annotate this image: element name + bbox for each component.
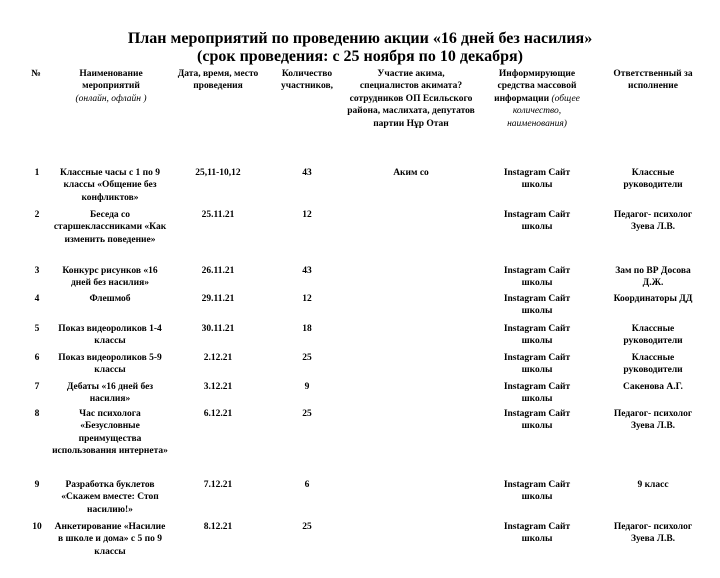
row-date: 26.11.21 [201,266,235,276]
row-num: 7 [34,382,40,392]
row-name: Конкурс рисунков «16 дней без насилия» [62,266,158,289]
row-responsible: Координаторы ДД [613,294,693,304]
row-media: Instagram Сайт школы [503,480,571,503]
row-num: 10 [32,522,42,532]
header-date: Дата, время, место проведения [177,69,259,92]
row-count: 9 [304,382,310,392]
header-responsible: Ответственный за исполнение [613,69,693,92]
row-media: Instagram Сайт школы [503,168,571,191]
row-responsible: Классные руководители [623,168,683,191]
row-count: 12 [302,210,312,220]
row-media: Instagram Сайт школы [503,324,571,347]
row-count: 25 [302,522,312,532]
header-participation: Участие акима, специалистов акимата? сотрудников ОП Есильского района, маслихата, депутатов партии Нұр Отан [347,69,475,129]
row-count: 6 [304,480,310,490]
row-name: Анкетирование «Насилие в школе и дома» с 5 по 9 классы [54,522,166,557]
row-date: 3.12.21 [203,382,233,392]
row-num: 9 [34,480,40,490]
document-title: План мероприятий по проведению акции «16 дней без насилия» [127,30,593,47]
row-count: 12 [302,294,312,304]
row-name: Дебаты «16 дней без насилия» [66,382,154,405]
header-media-note: (общее количество, наименования) [507,93,580,129]
row-name: Классные часы с 1 по 9 классы «Общение без конфликтов» [59,168,161,203]
row-num: 5 [34,324,40,334]
row-responsible: 9 класс [637,480,669,490]
row-date: 25,11-10,12 [195,168,241,178]
row-date: 29.11.21 [201,294,235,304]
row-name: Разработка буклетов «Скажем вместе: Стоп насилию!» [61,480,159,515]
row-media: Instagram Сайт школы [503,294,571,317]
header-name [52,68,170,105]
row-name: Час психолога «Безусловные преимущества использования интернета» [52,409,168,457]
header-name-note: (онлайн, офлайн ) [75,93,147,104]
row-responsible: Сакенова А.Г. [623,382,683,392]
row-date: 30.11.21 [201,324,235,334]
row-date: 2.12.21 [203,353,233,363]
header-media [485,68,589,130]
row-count: 18 [302,324,312,334]
row-media: Instagram Сайт школы [503,522,571,545]
row-media: Instagram Сайт школы [503,266,571,289]
row-name: Беседа со старшеклассниками «Как изменить поведение» [53,210,167,245]
header-name-label: Наименование мероприятий [79,69,143,92]
row-date: 25.11.21 [201,210,235,220]
row-responsible: Классные руководители [623,353,683,376]
row-media: Instagram Сайт школы [503,382,571,405]
row-count: 25 [302,409,312,419]
header-num: № [31,69,41,79]
row-responsible: Педагог- психолог Зуева Л.В. [613,409,693,432]
row-participation: Аким со [393,168,429,178]
row-count: 43 [302,266,312,276]
row-media: Instagram Сайт школы [503,409,571,432]
row-num: 6 [34,353,40,363]
row-num: 3 [34,266,40,276]
row-name: Флешмоб [89,294,131,304]
header-count: Количество участников, [280,69,334,92]
row-media: Instagram Сайт школы [503,210,571,233]
row-responsible: Классные руководители [623,324,683,347]
row-num: 4 [34,294,40,304]
row-responsible: Педагог- психолог Зуева Л.В. [613,522,693,545]
row-count: 43 [302,168,312,178]
row-num: 2 [34,210,40,220]
row-date: 8.12.21 [203,522,233,532]
row-count: 25 [302,353,312,363]
document-subtitle: (срок проведения: с 25 ноября по 10 декабря) [197,48,523,65]
row-date: 7.12.21 [203,480,233,490]
row-num: 1 [34,168,40,178]
row-responsible: Педагог- психолог Зуева Л.В. [613,210,693,233]
row-name: Показ видеороликов 1-4 классы [58,324,162,347]
header-media-label: Информирующие средства массовой информации [494,69,577,104]
row-responsible: Зам по ВР Досова Д.Ж. [615,266,691,289]
row-date: 6.12.21 [203,409,233,419]
row-num: 8 [34,409,40,419]
row-name: Показ видеороликов 5-9 классы [58,353,162,376]
row-media: Instagram Сайт школы [503,353,571,376]
